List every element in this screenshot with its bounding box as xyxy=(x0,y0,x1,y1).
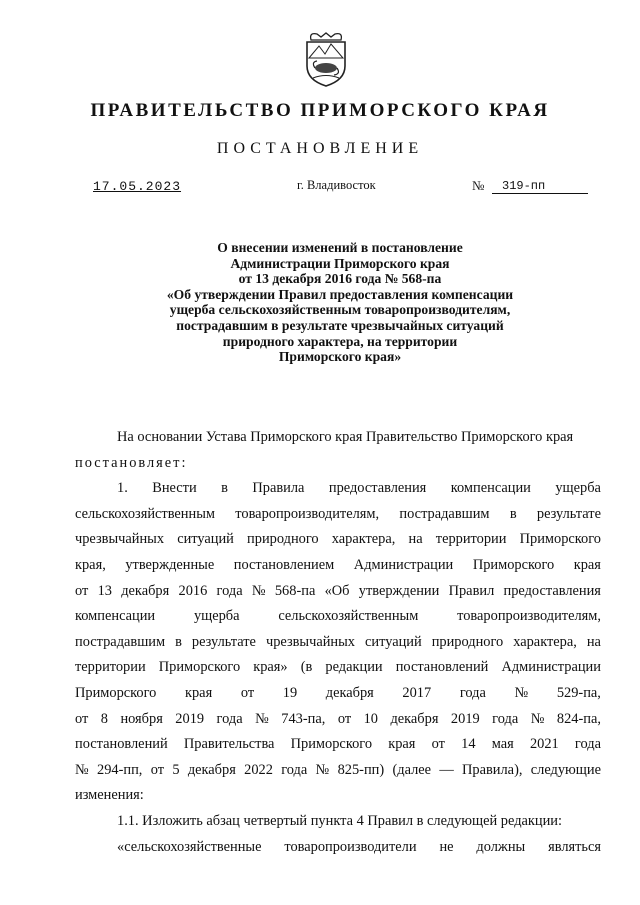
word: декабря xyxy=(325,684,374,701)
word: ущерба xyxy=(555,480,601,497)
word: территории xyxy=(435,531,507,548)
word: «сельскохозяйственные xyxy=(117,838,262,855)
word: года xyxy=(216,582,243,599)
word: предоставления xyxy=(328,480,427,497)
word: чрезвычайных xyxy=(265,633,355,650)
justified-line xyxy=(75,681,601,707)
word: № xyxy=(514,684,529,701)
word: Приморского xyxy=(472,556,555,573)
word: мая xyxy=(491,736,514,753)
word: Администрации xyxy=(501,659,601,676)
word: Правительства xyxy=(183,736,275,753)
word: природного xyxy=(247,531,319,548)
word: 14 xyxy=(461,736,476,753)
word: года xyxy=(574,736,601,753)
word: ситуаций xyxy=(365,633,422,650)
document-body xyxy=(75,425,601,860)
justified-line xyxy=(75,732,601,758)
word: Внести xyxy=(152,480,197,497)
number-sign: № xyxy=(472,178,485,193)
word: 825-пп) xyxy=(337,761,385,778)
word: от xyxy=(337,710,352,727)
heading-line: пострадавшим в результате чрезвычайных ситуаций xyxy=(176,317,504,333)
word: края» xyxy=(253,659,288,676)
word: 1. xyxy=(117,480,128,497)
word: характера, xyxy=(513,633,577,650)
word: 2019 xyxy=(175,710,205,727)
word: Администрации xyxy=(353,556,454,573)
heading-line: от 13 декабря 2016 года № 568-па xyxy=(238,271,442,287)
heading-line: Приморского края» xyxy=(278,349,402,365)
word: Приморского xyxy=(290,736,373,753)
heading-line: ущерба сельскохозяйственным товаропроизводителям, xyxy=(169,302,511,318)
justified-line xyxy=(75,655,601,681)
word: Правил xyxy=(448,582,495,599)
word: товаропроизводителям, xyxy=(457,608,601,625)
justified-line xyxy=(75,707,601,733)
word: края xyxy=(573,556,601,573)
word: предоставления xyxy=(503,582,601,599)
word: 568-па xyxy=(274,582,316,599)
heading-line: природного характера, на территории xyxy=(222,333,458,349)
word: товаропроизводителям, xyxy=(235,505,380,522)
word: 2019 xyxy=(450,710,480,727)
word: утверждении xyxy=(358,582,440,599)
document-city: г. Владивосток xyxy=(297,178,376,192)
word: 8 xyxy=(100,710,108,727)
word: 2017 xyxy=(402,684,432,701)
word: характера, xyxy=(331,531,396,548)
word: постановлений xyxy=(395,659,489,676)
word: не xyxy=(439,838,454,855)
justified-line xyxy=(75,579,601,605)
word: 2022 xyxy=(244,761,273,778)
word: 19 xyxy=(282,684,298,701)
paragraph-1-last-line: изменения: xyxy=(75,787,144,804)
word: 10 xyxy=(363,710,378,727)
heading-line: О внесении изменений в постановление xyxy=(217,240,463,255)
word: декабря xyxy=(121,582,170,599)
word: 2016 xyxy=(178,582,208,599)
word: от xyxy=(431,736,445,753)
word: на xyxy=(586,633,601,650)
word: ущерба xyxy=(193,608,240,625)
word: Приморского xyxy=(519,531,601,548)
word: 294-пп, xyxy=(97,761,143,778)
word: постановлением xyxy=(233,556,335,573)
justified-line xyxy=(75,476,601,502)
word: результате xyxy=(191,633,256,650)
word: в xyxy=(175,633,182,650)
word: пострадавшим xyxy=(75,633,166,650)
word: 13 xyxy=(97,582,112,599)
word: компенсации xyxy=(450,480,531,497)
word: компенсации xyxy=(75,608,156,625)
word: года xyxy=(216,710,243,727)
word: № xyxy=(75,761,89,778)
word: «Об xyxy=(324,582,350,599)
word: Приморского xyxy=(75,684,157,701)
word: ситуаций xyxy=(177,531,234,548)
word: 2021 xyxy=(529,736,559,753)
word: территории xyxy=(75,659,146,676)
word: сельскохозяйственным xyxy=(278,608,419,625)
justified-line xyxy=(75,553,601,579)
word: от xyxy=(75,582,89,599)
word: Приморского xyxy=(158,659,241,676)
document-heading xyxy=(100,240,580,365)
word: ноября xyxy=(120,710,163,727)
paragraph-1 xyxy=(75,476,601,783)
word: Правила), xyxy=(462,761,523,778)
document-date: 17.05.2023 xyxy=(93,179,182,194)
word: № xyxy=(255,710,269,727)
coat-of-arms-icon xyxy=(303,28,349,88)
word: края xyxy=(185,684,213,701)
word: № xyxy=(315,761,330,778)
word: являться xyxy=(548,838,601,855)
word: от xyxy=(75,710,89,727)
word: от xyxy=(240,684,255,701)
intro-line: На основании Устава Приморского края Правительство Приморского края xyxy=(117,429,574,445)
word: должны xyxy=(476,838,526,855)
document-type: ПОСТАНОВЛЕНИЕ xyxy=(216,140,424,157)
word: 529-па, xyxy=(556,684,601,701)
intro-decree-word: постановляет: xyxy=(75,454,188,471)
word: сельскохозяйственным xyxy=(75,505,215,522)
justified-line xyxy=(75,630,601,656)
justified-line xyxy=(75,527,601,553)
paragraph-quote xyxy=(75,835,601,861)
word: пострадавшим xyxy=(399,505,490,522)
heading-line: Администрации Приморского края xyxy=(230,255,450,271)
word: 824-па, xyxy=(556,710,601,727)
word: № xyxy=(251,582,266,599)
word: результате xyxy=(536,505,601,522)
word: 5 xyxy=(172,761,180,778)
word: следующие xyxy=(530,761,601,778)
justified-line xyxy=(75,604,601,630)
word: от xyxy=(150,761,165,778)
word: года xyxy=(459,684,486,701)
government-title: ПРАВИТЕЛЬСТВО ПРИМОРСКОГО КРАЯ xyxy=(90,100,550,121)
word: на xyxy=(408,531,423,548)
word: года xyxy=(281,761,308,778)
word: природного xyxy=(431,633,504,650)
paragraph-1-1: 1.1. Изложить абзац четвертый пункта 4 Правил в следующей редакции: xyxy=(117,812,563,829)
word: — xyxy=(439,761,454,778)
word: редакции xyxy=(325,659,383,676)
word: 743-па, xyxy=(281,710,326,727)
justified-line xyxy=(75,502,601,528)
word: Правила xyxy=(252,480,305,497)
document-number: 319-пп xyxy=(492,179,588,194)
word: края xyxy=(388,736,416,753)
heading-line: «Об утверждении Правил предоставления компенсации xyxy=(166,286,514,302)
justified-line xyxy=(75,835,601,861)
word: края, xyxy=(75,556,106,573)
word: в xyxy=(509,505,517,522)
word: постановлений xyxy=(75,736,168,753)
word: (в xyxy=(300,659,313,676)
word: чрезвычайных xyxy=(75,531,165,548)
word: декабря xyxy=(187,761,236,778)
word: в xyxy=(221,480,228,497)
word: № xyxy=(530,710,545,727)
word: товаропроизводители xyxy=(284,838,417,855)
word: декабря xyxy=(390,710,439,727)
word: утвержденные xyxy=(125,556,215,573)
justified-line xyxy=(75,758,601,784)
word: (далее xyxy=(392,761,432,778)
word: года xyxy=(492,710,519,727)
